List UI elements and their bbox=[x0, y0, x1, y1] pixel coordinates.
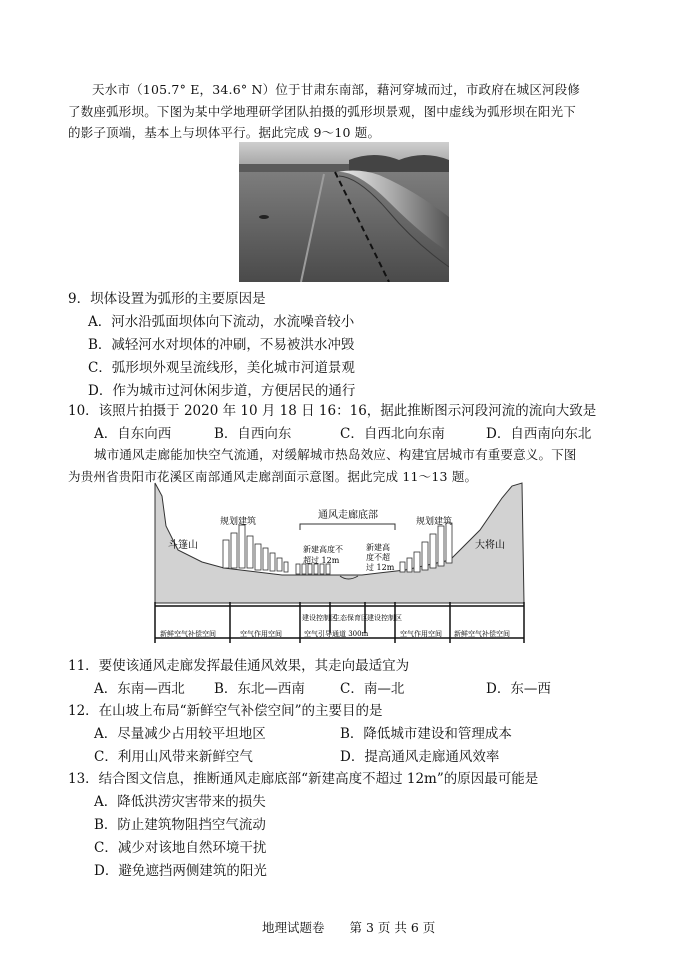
label-corridor-bottom: 通风走廊底部 bbox=[318, 510, 378, 521]
q10-option-d: D．自西南向东北 bbox=[486, 426, 592, 442]
q9-stem: 9．坝体设置为弧形的主要原因是 bbox=[68, 291, 266, 307]
label-new-height-a1: 新建高度不 bbox=[303, 545, 343, 554]
q11-option-a: A．东南—西北 bbox=[94, 681, 185, 697]
q9-option-d: D．作为城市过河休闲步道，方便居民的通行 bbox=[88, 383, 356, 399]
label-new-height-b2: 度不超 bbox=[366, 553, 390, 562]
q13-option-c: C．减少对该地自然环境干扰 bbox=[94, 840, 267, 856]
ventilation-corridor-diagram bbox=[150, 478, 535, 648]
terrain-profile bbox=[155, 483, 524, 603]
label-zone-fresh-left: 新鲜空气补偿空间 bbox=[160, 630, 216, 638]
q12-option-a: A．尽量减少占用较平坦地区 bbox=[94, 726, 266, 742]
label-zone-action-left: 空气作用空间 bbox=[240, 630, 282, 638]
q11-option-d: D．东—西 bbox=[486, 681, 551, 697]
label-planned-left: 规划建筑 bbox=[220, 517, 257, 527]
q10-option-a: A．自东向西 bbox=[94, 426, 172, 442]
label-zone-control-right: 建设控制区 bbox=[367, 614, 402, 622]
q10-option-b: B．自西向东 bbox=[214, 426, 292, 442]
label-zone-guide: 空气引导通道 300m bbox=[304, 630, 369, 638]
q13-option-d: D．避免遮挡两侧建筑的阳光 bbox=[94, 863, 267, 879]
intro1-line1: 天水市（105.7° E，34.6° N）位于甘肃东南部，藉河穿城而过，市政府在城区河段修 bbox=[92, 82, 581, 97]
q11-stem: 11．要使该通风走廊发挥最佳通风效果，其走向最适宜为 bbox=[68, 658, 410, 674]
page-footer: 地理试题卷 第 3 页 共 6 页 bbox=[262, 920, 436, 935]
q13-option-b: B．防止建筑物阻挡空气流动 bbox=[94, 817, 266, 833]
q13-option-a: A．降低洪涝灾害带来的损失 bbox=[94, 794, 266, 810]
q9-option-c: C．弧形坝外观呈流线形，美化城市河道景观 bbox=[88, 360, 355, 376]
q11-option-b: B．东北—西南 bbox=[214, 681, 305, 697]
label-new-height-a2: 超过 12m bbox=[303, 556, 340, 565]
q9-option-b: B．减轻河水对坝体的冲刷，不易被洪水冲毁 bbox=[88, 337, 355, 353]
intro1-line3: 的影子顶端，基本上与坝体平行。据此完成 9～10 题。 bbox=[68, 125, 381, 140]
label-new-height-b1: 新建高 bbox=[366, 543, 390, 552]
label-planned-right: 规划建筑 bbox=[416, 517, 453, 527]
label-right-mountain: 大将山 bbox=[475, 540, 505, 551]
q12-option-b: B．降低城市建设和管理成本 bbox=[340, 726, 512, 742]
q11-option-c: C．南—北 bbox=[340, 681, 405, 697]
arc-dam-photo-graphic bbox=[239, 142, 449, 282]
intro1-line2: 了数座弧形坝。下图为某中学地理研学团队拍摄的弧形坝景观，图中虚线为弧形坝在阳光下 bbox=[68, 104, 577, 119]
label-zone-eco: 生态保育区 bbox=[333, 614, 368, 622]
q13-stem: 13．结合图文信息，推断通风走廊底部“新建高度不超过 12m”的原因最可能是 bbox=[68, 771, 539, 787]
q10-option-c: C．自西北向东南 bbox=[340, 426, 445, 442]
q12-option-c: C．利用山风带来新鲜空气 bbox=[94, 749, 253, 765]
label-zone-control-left: 建设控制区 bbox=[302, 614, 337, 622]
label-zone-action-right: 空气作用空间 bbox=[400, 630, 442, 638]
label-zone-fresh-right: 新鲜空气补偿空间 bbox=[454, 630, 510, 638]
q9-option-a: A．河水沿弧面坝体向下流动，水流噪音较小 bbox=[88, 314, 355, 330]
q12-stem: 12．在山坡上布局“新鲜空气补偿空间”的主要目的是 bbox=[68, 703, 383, 719]
buildings-right bbox=[400, 523, 452, 572]
label-new-height-b3: 过 12m bbox=[366, 563, 395, 572]
intro2-line1: 城市通风走廊能加快空气流通，对缓解城市热岛效应、构建宜居城市有重要意义。下图 bbox=[94, 447, 577, 462]
intro2-line2: 为贵州省贵阳市花溪区南部通风走廊剖面示意图。据此完成 11～13 题。 bbox=[68, 469, 478, 484]
q12-option-d: D．提高通风走廊通风效率 bbox=[340, 749, 500, 765]
arc-dam-photo bbox=[239, 142, 449, 282]
label-left-mountain: 斗篷山 bbox=[168, 540, 198, 551]
q10-stem: 10．该照片拍摄于 2020 年 10 月 18 日 16：16，据此推断图示河段河流的流向大致是 bbox=[68, 403, 597, 419]
